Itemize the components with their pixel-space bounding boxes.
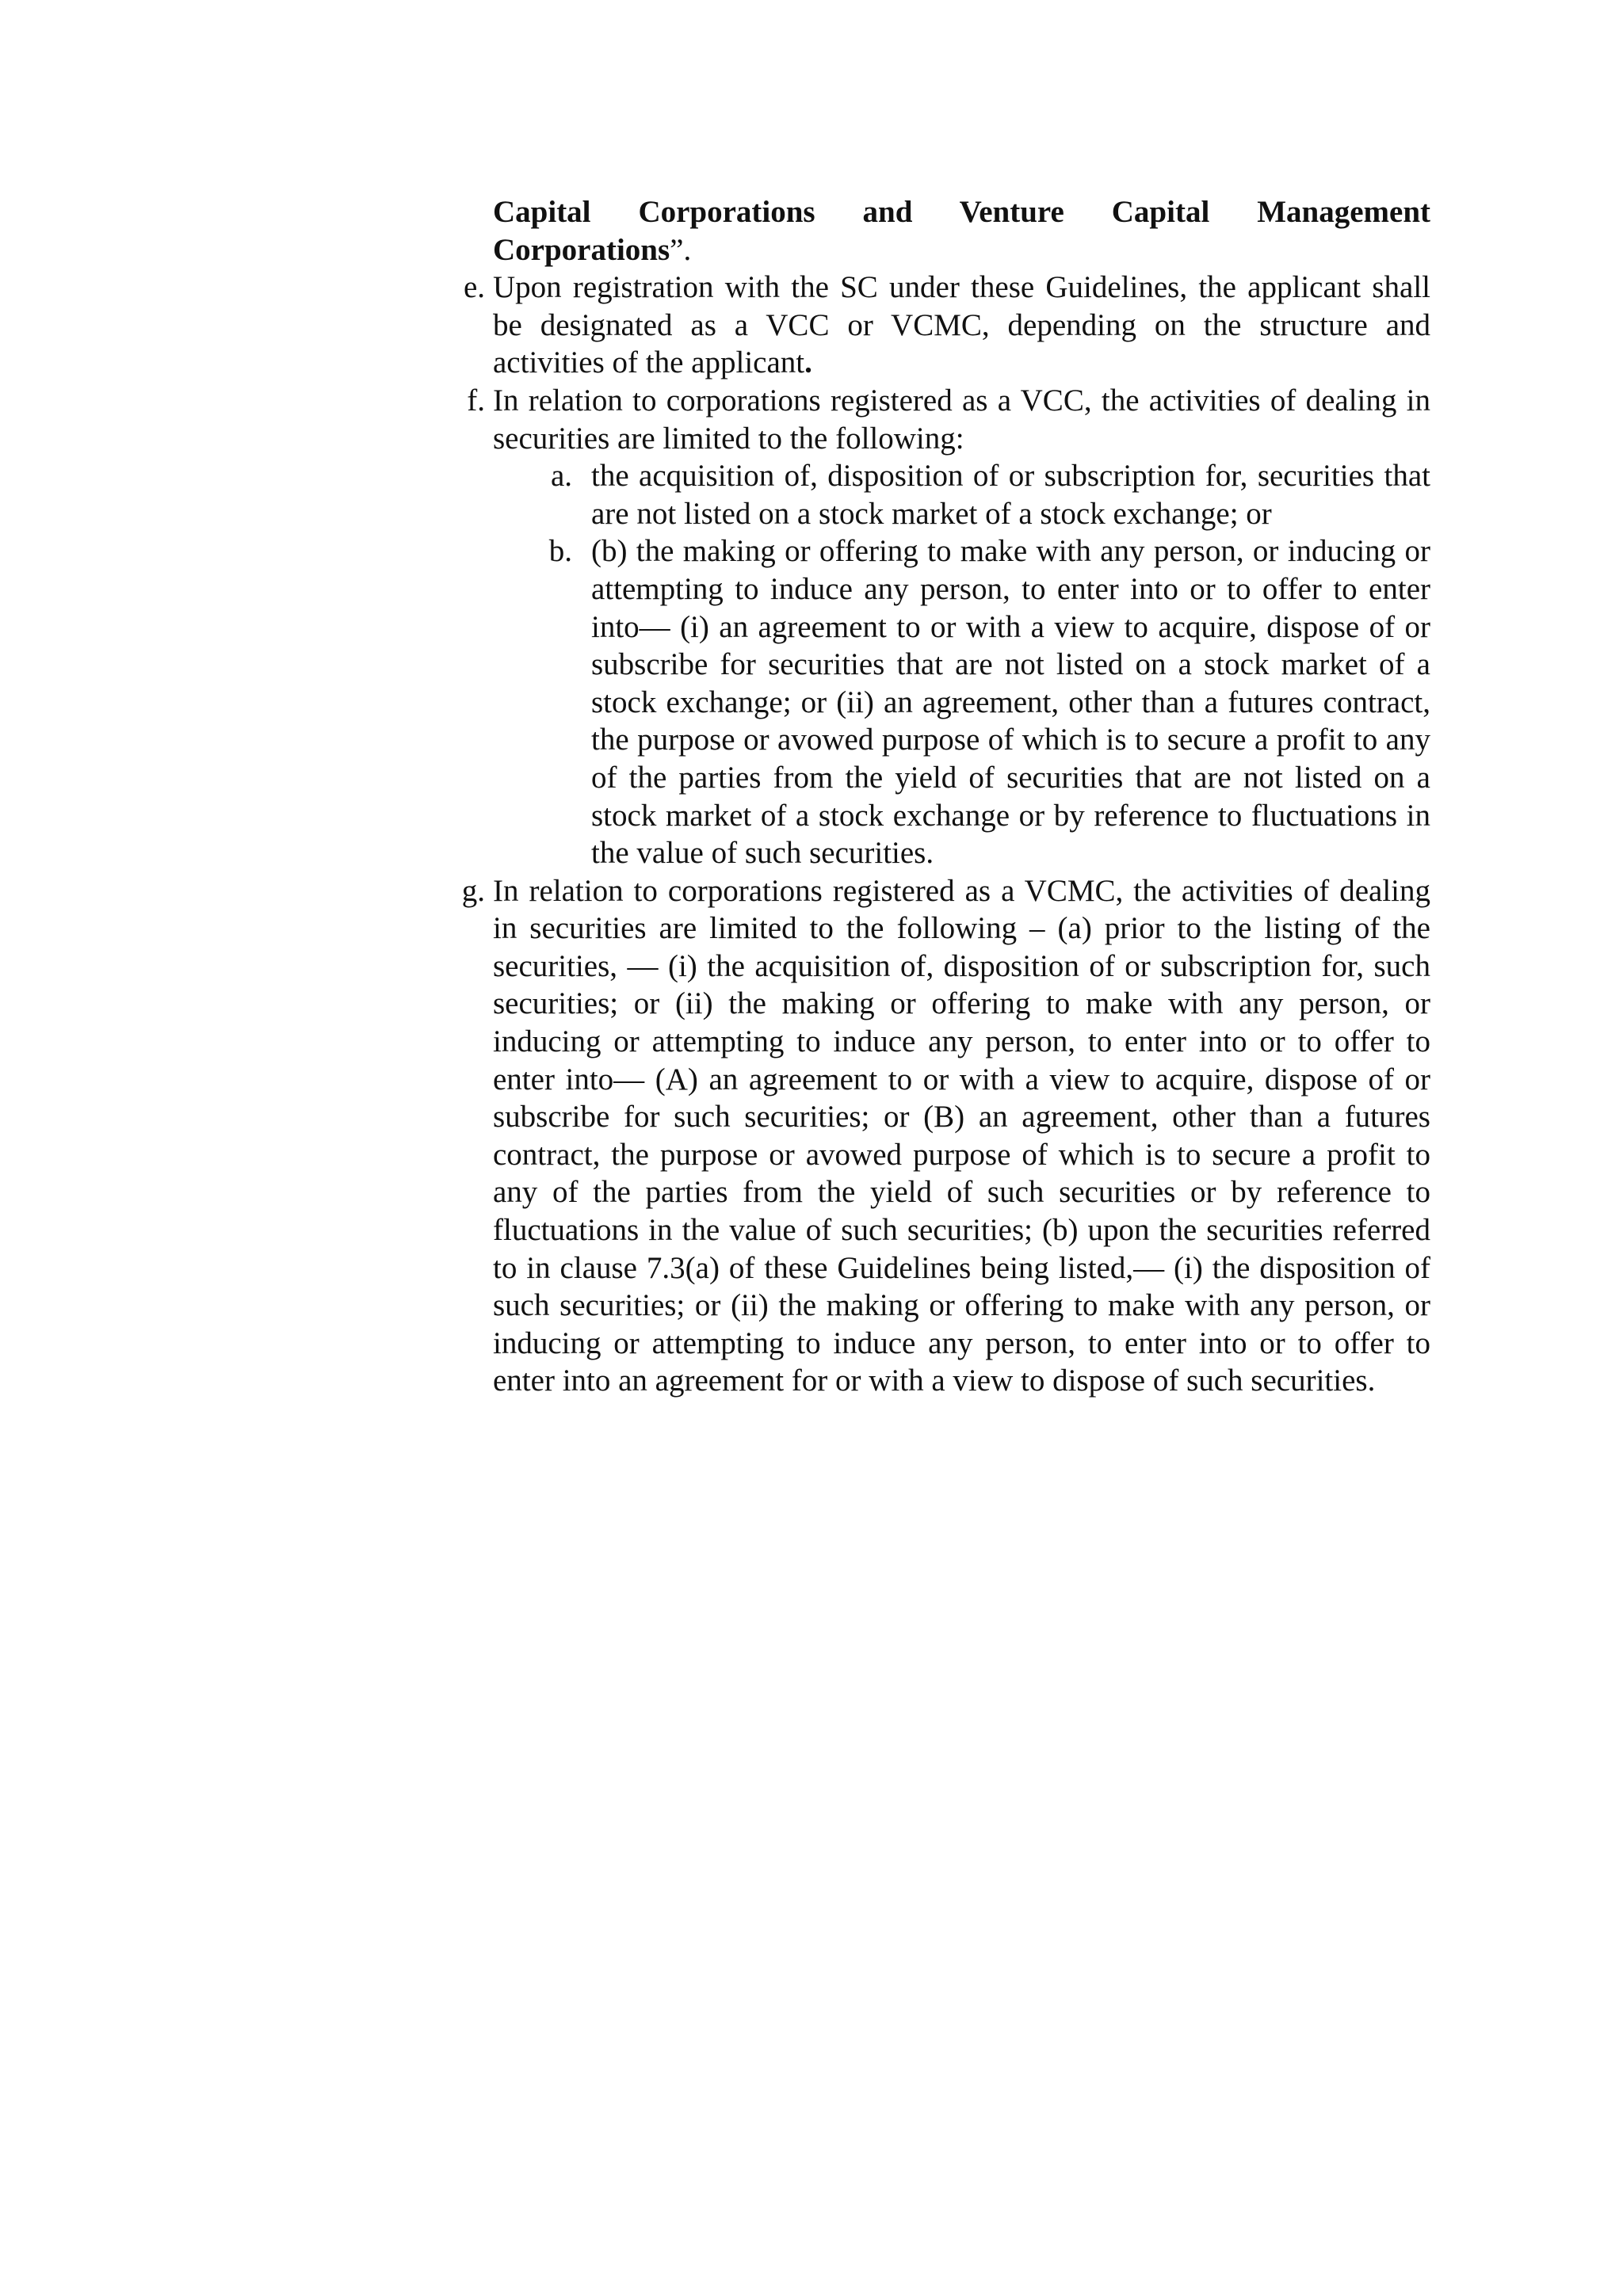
continuation-tail-text: ”.: [670, 232, 692, 267]
list-marker: e.: [463, 270, 485, 305]
sub-list-item-text: the acquisition of, disposition of or subscription for, securities that are not listed on a stock market of a stock exchange; or: [591, 459, 1430, 531]
sub-list-item-b: [444, 532, 1430, 871]
list-item-text: In relation to corporations registered as a VCMC, the activities of dealing in securities are limited to the following – (a) prior to the listing of the securities, — (i) the acquisition of, disposition of or subscription for, such securities; or (ii) the making or offering to make with any person, or inducing or attempting to induce any person, to enter into or to offer to enter into— (A) an agreement to or with a view to acquire, dispose of or subscribe for such securities; or (B) an agreement, other than a futures contract, the purpose or avowed purpose of which is to secure a profit to any of the parties from the yield of such securities or by reference to fluctuations in the value of such securities; (b) upon the securities referred to in clause 7.3(a) of these Guidelines being listed,— (i) the disposition of such securities; or (ii) the making or offering to make with any person, or inducing or attempting to induce any person, to enter into or to offer to enter into an agreement for or with a view to dispose of such securities.: [493, 873, 1430, 1398]
sub-list-marker: b.: [548, 534, 572, 569]
list-item-text: In relation to corporations registered as a VCC, the activities of dealing in securities are limited to the following:: [493, 383, 1430, 456]
sub-list-item-text: (b) the making or offering to make with any person, or inducing or attempting to induce any person, to enter into or to offer to enter into— (i) an agreement to or with a view to acquire, dispose of or subscribe for securities that are not listed on a stock market of a stock exchange; or (ii) an agreement, other than a futures contract, the purpose or avowed purpose of which is to secure a profit to any of the parties from the yield of securities that are not listed on a stock market of a stock exchange or by reference to fluctuations in the value of such securities.: [591, 534, 1430, 871]
list-marker: g.: [461, 873, 485, 908]
continuation-paragraph: [444, 193, 1430, 269]
sub-list-marker: a.: [550, 459, 572, 494]
list-item-text: Upon registration with the SC under these Guidelines, the applicant shall be designated as a VCC or VCMC, depending on the structure and activities of the applicant: [493, 270, 1430, 380]
document-body: [444, 193, 1430, 1400]
list-item-e: [444, 269, 1430, 382]
list-item-g: [444, 872, 1430, 1400]
list-marker: f.: [467, 383, 485, 418]
list-item-bold-tail: .: [804, 345, 812, 380]
list-item-f: [444, 382, 1430, 457]
sub-list-item-a: [444, 457, 1430, 532]
continuation-bold-text: Capital Corporations and Venture Capital Management Corporations: [493, 195, 1430, 267]
